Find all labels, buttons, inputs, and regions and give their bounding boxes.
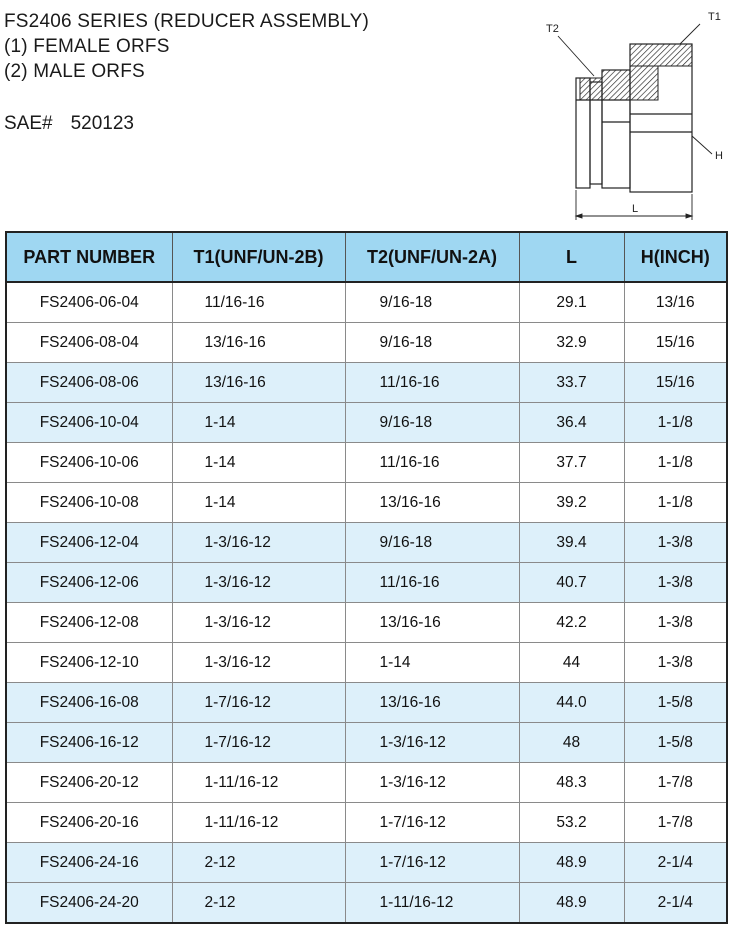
t1-cell: 1-11/16-12: [172, 803, 345, 843]
table-row: [6, 403, 727, 443]
label-t1: T1: [708, 11, 721, 23]
table-row: [6, 763, 727, 803]
l-cell: 39.2: [519, 483, 624, 523]
part-number-cell: FS2406-10-04: [6, 403, 172, 443]
l-cell: 37.7: [519, 443, 624, 483]
l-cell: 42.2: [519, 603, 624, 643]
h-cell: 1-7/8: [624, 763, 727, 803]
t2-cell: 13/16-16: [345, 603, 519, 643]
t1-cell: 1-11/16-12: [172, 763, 345, 803]
table-row: [6, 883, 727, 924]
t2-cell: 1-11/16-12: [345, 883, 519, 924]
t2-cell: 11/16-16: [345, 563, 519, 603]
t2-cell: 1-7/16-12: [345, 803, 519, 843]
fitting-diagram: [540, 4, 726, 226]
l-cell: 39.4: [519, 523, 624, 563]
header-t2: T2(UNF/UN-2A): [345, 232, 519, 282]
table-row: [6, 323, 727, 363]
h-cell: 1-5/8: [624, 683, 727, 723]
l-cell: 53.2: [519, 803, 624, 843]
part-number-cell: FS2406-20-16: [6, 803, 172, 843]
table-row: [6, 563, 727, 603]
table-row: [6, 483, 727, 523]
sae-label: SAE#: [4, 113, 53, 134]
h-cell: 13/16: [624, 282, 727, 323]
l-cell: 44: [519, 643, 624, 683]
h-cell: 1-7/8: [624, 803, 727, 843]
t2-cell: 1-14: [345, 643, 519, 683]
table-row: [6, 643, 727, 683]
t1-cell: 1-14: [172, 403, 345, 443]
t1-cell: 1-14: [172, 443, 345, 483]
t2-cell: 9/16-18: [345, 323, 519, 363]
table-row: [6, 803, 727, 843]
t1-cell: 1-7/16-12: [172, 723, 345, 763]
label-h: H: [715, 150, 723, 162]
t2-cell: 13/16-16: [345, 683, 519, 723]
l-cell: 48.9: [519, 843, 624, 883]
table-row: [6, 603, 727, 643]
header-part-number: PART NUMBER: [6, 232, 172, 282]
t2-cell: 9/16-18: [345, 523, 519, 563]
header-t1: T1(UNF/UN-2B): [172, 232, 345, 282]
table-row: [6, 523, 727, 563]
t1-cell: 2-12: [172, 883, 345, 924]
sae-number: 520123: [70, 113, 134, 134]
l-cell: 48.9: [519, 883, 624, 924]
male-orfs-line: (2) MALE ORFS: [4, 61, 145, 82]
label-t2: T2: [546, 23, 559, 35]
h-cell: 15/16: [624, 323, 727, 363]
part-number-cell: FS2406-10-06: [6, 443, 172, 483]
part-number-cell: FS2406-12-04: [6, 523, 172, 563]
part-number-cell: FS2406-16-08: [6, 683, 172, 723]
l-cell: 29.1: [519, 282, 624, 323]
section-hatch: [580, 44, 692, 100]
t2-cell: 9/16-18: [345, 403, 519, 443]
table-row: [6, 282, 727, 323]
header-h: H(INCH): [624, 232, 727, 282]
female-orfs-line: (1) FEMALE ORFS: [4, 36, 170, 57]
h-cell: 2-1/4: [624, 883, 727, 924]
l-cell: 33.7: [519, 363, 624, 403]
h-cell: 1-1/8: [624, 443, 727, 483]
table-header-row: [6, 232, 727, 282]
l-cell: 44.0: [519, 683, 624, 723]
h-cell: 1-1/8: [624, 483, 727, 523]
l-cell: 32.9: [519, 323, 624, 363]
t1-cell: 13/16-16: [172, 323, 345, 363]
h-cell: 1-3/8: [624, 523, 727, 563]
part-number-cell: FS2406-06-04: [6, 282, 172, 323]
part-number-cell: FS2406-20-12: [6, 763, 172, 803]
document-header: [4, 9, 369, 84]
t2-cell: 11/16-16: [345, 443, 519, 483]
t1-cell: 2-12: [172, 843, 345, 883]
l-cell: 48.3: [519, 763, 624, 803]
l-cell: 36.4: [519, 403, 624, 443]
table-row: [6, 683, 727, 723]
header-l: L: [519, 232, 624, 282]
t2-cell: 1-7/16-12: [345, 843, 519, 883]
t1-cell: 1-3/16-12: [172, 563, 345, 603]
table-row: [6, 363, 727, 403]
h-cell: 15/16: [624, 363, 727, 403]
t1-cell: 1-3/16-12: [172, 643, 345, 683]
l-cell: 40.7: [519, 563, 624, 603]
t1-cell: 1-7/16-12: [172, 683, 345, 723]
h-cell: 1-3/8: [624, 643, 727, 683]
part-number-cell: FS2406-16-12: [6, 723, 172, 763]
part-number-cell: FS2406-08-04: [6, 323, 172, 363]
t2-cell: 13/16-16: [345, 483, 519, 523]
t2-cell: 11/16-16: [345, 363, 519, 403]
t1-cell: 1-3/16-12: [172, 603, 345, 643]
series-title: FS2406 SERIES (REDUCER ASSEMBLY): [4, 11, 370, 32]
t2-cell: 1-3/16-12: [345, 763, 519, 803]
h-cell: 1-5/8: [624, 723, 727, 763]
h-cell: 1-3/8: [624, 603, 727, 643]
t2-cell: 1-3/16-12: [345, 723, 519, 763]
part-number-cell: FS2406-10-08: [6, 483, 172, 523]
t1-cell: 1-3/16-12: [172, 523, 345, 563]
h-cell: 2-1/4: [624, 843, 727, 883]
t1-cell: 11/16-16: [172, 282, 345, 323]
l-cell: 48: [519, 723, 624, 763]
h-cell: 1-3/8: [624, 563, 727, 603]
table-row: [6, 723, 727, 763]
part-number-cell: FS2406-12-08: [6, 603, 172, 643]
label-l: L: [632, 203, 639, 215]
table-row: [6, 843, 727, 883]
part-number-cell: FS2406-12-06: [6, 563, 172, 603]
part-number-cell: FS2406-24-20: [6, 883, 172, 924]
t2-cell: 9/16-18: [345, 282, 519, 323]
part-number-cell: FS2406-12-10: [6, 643, 172, 683]
part-number-cell: FS2406-24-16: [6, 843, 172, 883]
h-cell: 1-1/8: [624, 403, 727, 443]
sae-reference: [4, 111, 134, 136]
table-row: [6, 443, 727, 483]
t1-cell: 13/16-16: [172, 363, 345, 403]
specification-table: [5, 231, 728, 924]
t1-cell: 1-14: [172, 483, 345, 523]
part-number-cell: FS2406-08-06: [6, 363, 172, 403]
